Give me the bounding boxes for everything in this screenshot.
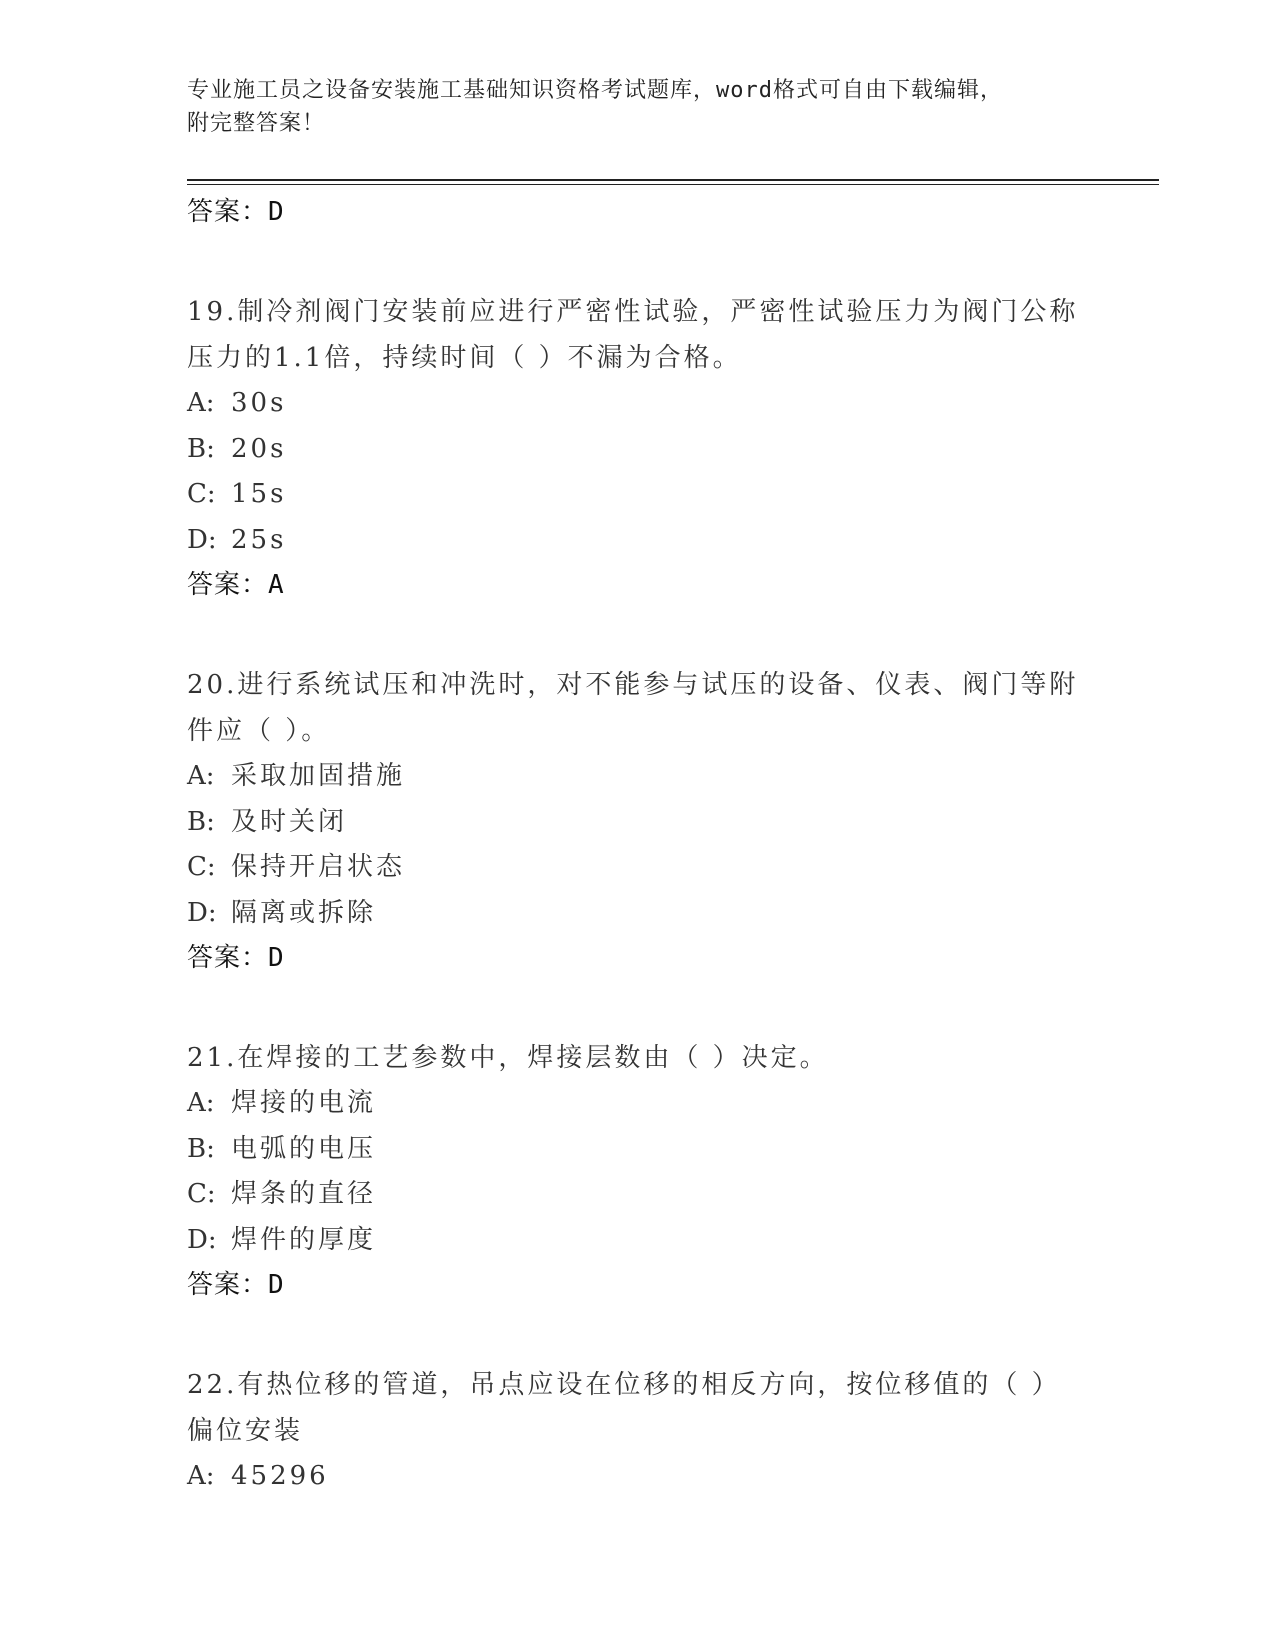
option-text: 隔离或拆除 (231, 897, 377, 928)
option-c (187, 1172, 1087, 1218)
option-text: 电弧的电压 (231, 1133, 377, 1164)
option-c (187, 845, 1087, 891)
header-divider-thick (187, 179, 1159, 181)
option-letter: B: (187, 433, 215, 464)
option-letter: B: (187, 806, 215, 837)
option-b (187, 1127, 1087, 1173)
option-b (187, 800, 1087, 846)
option-text: 45296 (231, 1461, 329, 1491)
option-letter: C: (187, 1179, 216, 1209)
option-d (187, 518, 1087, 564)
question-stem (187, 1362, 1087, 1454)
question-stem (187, 289, 1087, 381)
option-b (187, 427, 1087, 473)
option-letter: D: (187, 897, 217, 928)
option-letter: A: (187, 1088, 215, 1118)
option-letter: B: (187, 1133, 215, 1164)
header-line-2: 附完整答案！ (187, 111, 326, 136)
answer: 答案：D (187, 943, 285, 973)
answer: 答案：A (187, 570, 285, 600)
option-letter: A: (187, 761, 215, 791)
option-d (187, 1218, 1087, 1264)
question-20 (187, 662, 1087, 981)
stem-line: 压力的1.1倍，持续时间（ ）不漏为合格。 (187, 343, 742, 373)
question-stem (187, 662, 1087, 754)
option-a (187, 381, 1087, 427)
option-c (187, 472, 1087, 518)
option-text: 焊条的直径 (231, 1179, 377, 1209)
option-a (187, 1081, 1087, 1127)
answer: 答案：D (187, 1270, 285, 1300)
option-text: 15s (231, 479, 287, 509)
option-a (187, 1454, 1087, 1500)
option-letter: A: (187, 1461, 215, 1491)
option-text: 采取加固措施 (231, 761, 406, 791)
question-21 (187, 1035, 1087, 1308)
option-d (187, 891, 1087, 937)
option-text: 焊件的厚度 (231, 1224, 377, 1255)
question-list (187, 190, 1087, 1500)
header-divider-thin (187, 184, 1159, 185)
previous-answer: 答案：D (187, 197, 285, 227)
stem-line: 20.进行系统试压和冲洗时，对不能参与试压的设备、仪表、阀门等附 (187, 670, 1079, 700)
option-text: 焊接的电流 (231, 1088, 377, 1118)
option-text: 20s (231, 433, 287, 464)
stem-line: 19.制冷剂阀门安装前应进行严密性试验，严密性试验压力为阀门公称 (187, 297, 1079, 327)
option-a (187, 754, 1087, 800)
header-line-1: 专业施工员之设备安装施工基础知识资格考试题库，word格式可自由下载编辑， (187, 78, 1003, 103)
option-text: 30s (231, 388, 287, 418)
option-text: 及时关闭 (231, 806, 348, 837)
stem-line: 件应（ ）。 (187, 716, 331, 746)
stem-line: 21.在焊接的工艺参数中，焊接层数由（ ）决定。 (187, 1043, 829, 1073)
option-letter: C: (187, 852, 216, 882)
option-letter: D: (187, 1224, 217, 1255)
option-letter: D: (187, 524, 217, 555)
stem-line: 偏位安装 (187, 1416, 304, 1446)
option-letter: C: (187, 479, 216, 509)
document-header (187, 74, 1087, 140)
question-22 (187, 1362, 1087, 1500)
option-text: 25s (231, 524, 287, 555)
stem-line: 22.有热位移的管道，吊点应设在位移的相反方向，按位移值的（ ） (187, 1370, 1061, 1400)
question-19 (187, 289, 1087, 608)
question-stem (187, 1035, 1087, 1081)
option-letter: A: (187, 388, 215, 418)
option-text: 保持开启状态 (231, 852, 406, 882)
